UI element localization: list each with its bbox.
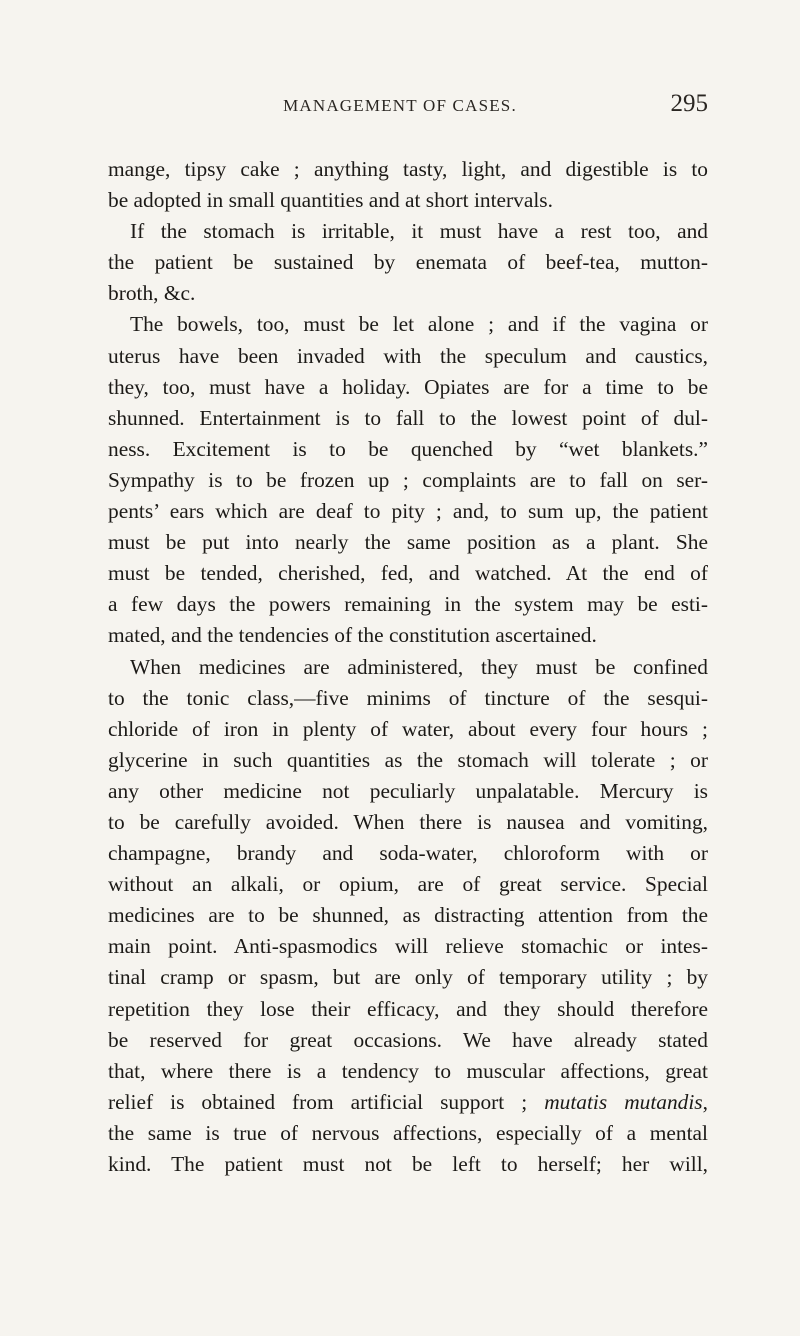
text-line: the same is true of nervous affections, especially of a mental: [108, 1120, 708, 1145]
text-line: pents’ ears which are deaf to pity ; and, to sum up, the patient: [108, 499, 708, 524]
text-line: medicines are to be shunned, as distracting attention from the: [108, 903, 708, 928]
text-line: they, too, must have a holiday. Opiates are for a time to be: [108, 374, 708, 399]
text-line: be adopted in small quantities and at short intervals.: [108, 188, 553, 213]
text-line: must be put into nearly the same position as a plant. She: [108, 530, 708, 555]
text-line: must be tended, cherished, fed, and watched. At the end of: [108, 561, 708, 586]
text-line: If the stomach is irritable, it must have a rest too, and: [130, 219, 708, 244]
text-line: ness. Excitement is to be quenched by “wet blankets.”: [108, 436, 708, 461]
text-line: chloride of iron in plenty of water, about every four hours ;: [108, 716, 708, 741]
text-line: Sympathy is to be frozen up ; complaints are to fall on ser-: [108, 467, 708, 492]
text-line: a few days the powers remaining in the system may be esti-: [108, 592, 708, 617]
text-line: be reserved for great occasions. We have already stated: [108, 1027, 708, 1052]
text-line: any other medicine not peculiarly unpalatable. Mercury is: [108, 778, 708, 803]
text-line: mated, and the tendencies of the constitution ascertained.: [108, 623, 597, 648]
text-line: kind. The patient must not be left to herself; her will,: [108, 1152, 708, 1176]
text-line: tinal cramp or spasm, but are only of temporary utility ; by: [108, 965, 708, 990]
text-line: that, where there is a tendency to muscular affections, great: [108, 1058, 708, 1083]
text-line: without an alkali, or opium, are of great service. Special: [108, 872, 708, 897]
italic-phrase: mutatis mutandis: [544, 1089, 703, 1114]
text-line: champagne, brandy and soda-water, chloroform with or: [108, 841, 708, 866]
text-line: glycerine in such quantities as the stomach will tolerate ; or: [108, 747, 708, 772]
text-line: to the tonic class,—five minims of tincture of the sesqui-: [108, 685, 708, 710]
text-line: When medicines are administered, they must be confined: [130, 654, 708, 679]
text-line: broth, &c.: [108, 281, 196, 306]
text-line: repetition they lose their efficacy, and they should therefore: [108, 996, 708, 1021]
text-line: uterus have been invaded with the speculum and caustics,: [108, 343, 708, 368]
text-line: the patient be sustained by enemata of beef-tea, mutton-: [108, 250, 708, 275]
running-head: [0, 90, 800, 130]
body-text: [108, 154, 708, 1180]
text-line: main point. Anti-spasmodics will relieve stomachic or intes-: [108, 934, 708, 959]
text-line: relief is obtained from artificial support ; mutatis mutandis,: [108, 1089, 708, 1114]
text-line: to be carefully avoided. When there is nausea and vomiting,: [108, 809, 708, 834]
text-line: shunned. Entertainment is to fall to the lowest point of dul-: [108, 405, 708, 430]
chapter-header: MANAGEMENT OF CASES.: [283, 96, 517, 115]
page-number: 295: [670, 90, 708, 117]
text-line: mange, tipsy cake ; anything tasty, light, and digestible is to: [108, 157, 708, 181]
text-line: The bowels, too, must be let alone ; and if the vagina or: [130, 312, 708, 337]
